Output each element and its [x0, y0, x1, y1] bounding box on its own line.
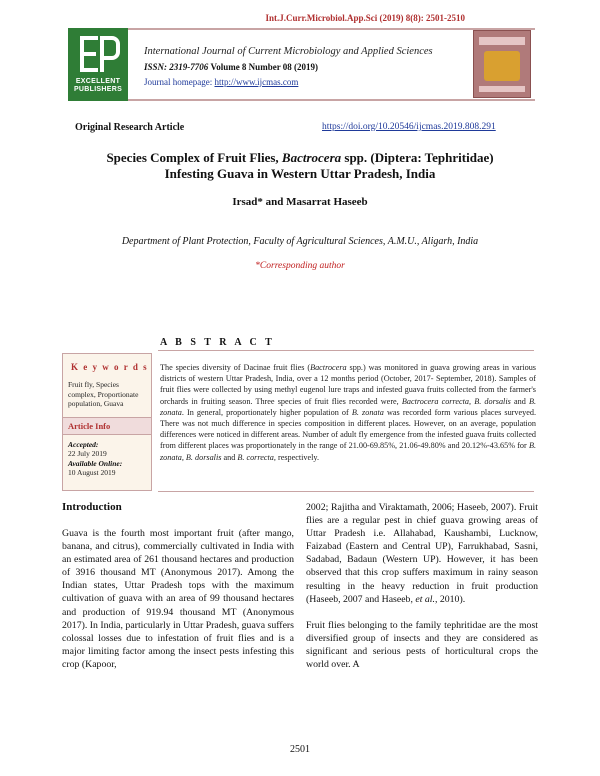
abstract-text: The species diversity of Dacinae fruit flies (Bactrocera spp.) was monitored in guava growing areas in various districts of western Uttar Pradesh, India, over a 12 months period (October, 2017- September, 2018). Samples of fruit flies were collected by using methyl eugenol lure traps and infested guava fruits collected from the farmer's orchards in fruiting season. Three species of fruit flies recorded were, Bactrocera correcta, B. dorsalis and B. zonata. In general, proportionately higher population of B. zonata was recorded form various places surveyed. There was not much difference in species composition in different places. However, on an average, population differences were noticed in different areas. Number of adult fly emergence from the infested guava fruits collected from different places was proportionately in the range of 21.00-69.85%, 21.06-49.80% and 20.12%-43.65% for B. zonata, B. dorsalis and B. correcta, respectively. — [160, 363, 537, 462]
article-info-heading: Article Info — [63, 417, 151, 435]
article-title: Species Complex of Fruit Flies, Bactrocera spp. (Diptera: Tephritidae) Infesting Guava in Western Uttar Pradesh, India — [106, 150, 494, 181]
affiliation: Department of Plant Protection, Faculty of Agricultural Sciences, A.M.U., Aligarh, India — [121, 236, 479, 247]
keywords-heading: K e y w o r d s — [71, 362, 149, 372]
page-number: 2501 — [290, 744, 310, 755]
body-paragraph: 2002; Rajitha and Viraktamath, 2006; Haseeb, 2007). Fruit flies are a regular pest in chief guava growing areas of Uttar Pradesh i.e. Allahabad, Kaushambi, Lucknow, Faizabad (Eastern and Central UP), Farrukhabad, Sasni, Sadabad, Badaun (Western UP). However, it has been observed that this crop suffers maximum in rainy season resulting in the heavy reduction in fruit production (Haseeb, 2007 and Haseeb, et al., 2010). — [306, 502, 538, 605]
journal-reference: Int.J.Curr.Microbiol.App.Sci (2019) 8(8): 2501-2510 — [265, 13, 465, 23]
article-sidebar — [62, 353, 152, 491]
doi-link[interactable]: https://doi.org/10.20546/ijcmas.2019.808.291 — [322, 122, 496, 132]
publisher-logo — [68, 28, 128, 101]
corresponding-author-note: *Corresponding author — [255, 261, 345, 271]
abstract-divider — [158, 350, 534, 351]
keywords-list: Fruit fly, Species complex, Proportionate population, Guava — [68, 380, 139, 408]
introduction-heading: Introduction — [62, 501, 122, 513]
journal-issn: ISSN: 2319-7706 Volume 8 Number 08 (2019) — [144, 62, 319, 72]
body-paragraph: Fruit flies belonging to the family tephritidae are the most diversified group of insects and they are considered as significant and serious pests of horticultural crops the world over. A — [306, 619, 538, 671]
body-column-right — [306, 501, 538, 671]
article-dates: Accepted: 22 July 2019 Available Online: 10 August 2019 — [68, 439, 123, 477]
ep-logo-icon — [78, 34, 118, 74]
journal-cover-thumbnail — [473, 30, 531, 98]
journal-homepage-link[interactable]: http://www.ijcmas.com — [214, 77, 299, 87]
journal-homepage: Journal homepage: http://www.ijcmas.com — [144, 77, 299, 87]
article-type: Original Research Article — [75, 122, 185, 133]
authors: Irsad* and Masarrat Haseeb — [232, 196, 368, 208]
abstract-heading: A B S T R A C T — [160, 337, 275, 348]
abstract-bottom-divider — [158, 491, 534, 492]
logo-text: EXCELLENT PUBLISHERS — [73, 78, 123, 93]
journal-title: International Journal of Current Microbiology and Applied Sciences — [144, 46, 433, 57]
body-column-left: Guava is the fourth most important fruit (after mango, banana, and citrus), commercially cultivated in India with an estimated area of 261 thousand hectares and production of 3916 thousand MT (Anonymous 2017). Among the Indian states, Uttar Pradesh tops with the maximum cultivation of guava with an area of 99 thousand hectares and production of 919.94 thousand MT (Anonymous 2017). In India, particularly in Uttar Pradesh, guava suffers colossal losses due to infestation of fruit flies and is a major limiting factor among the insect pests infesting this crop (Kapoor, — [62, 528, 294, 670]
